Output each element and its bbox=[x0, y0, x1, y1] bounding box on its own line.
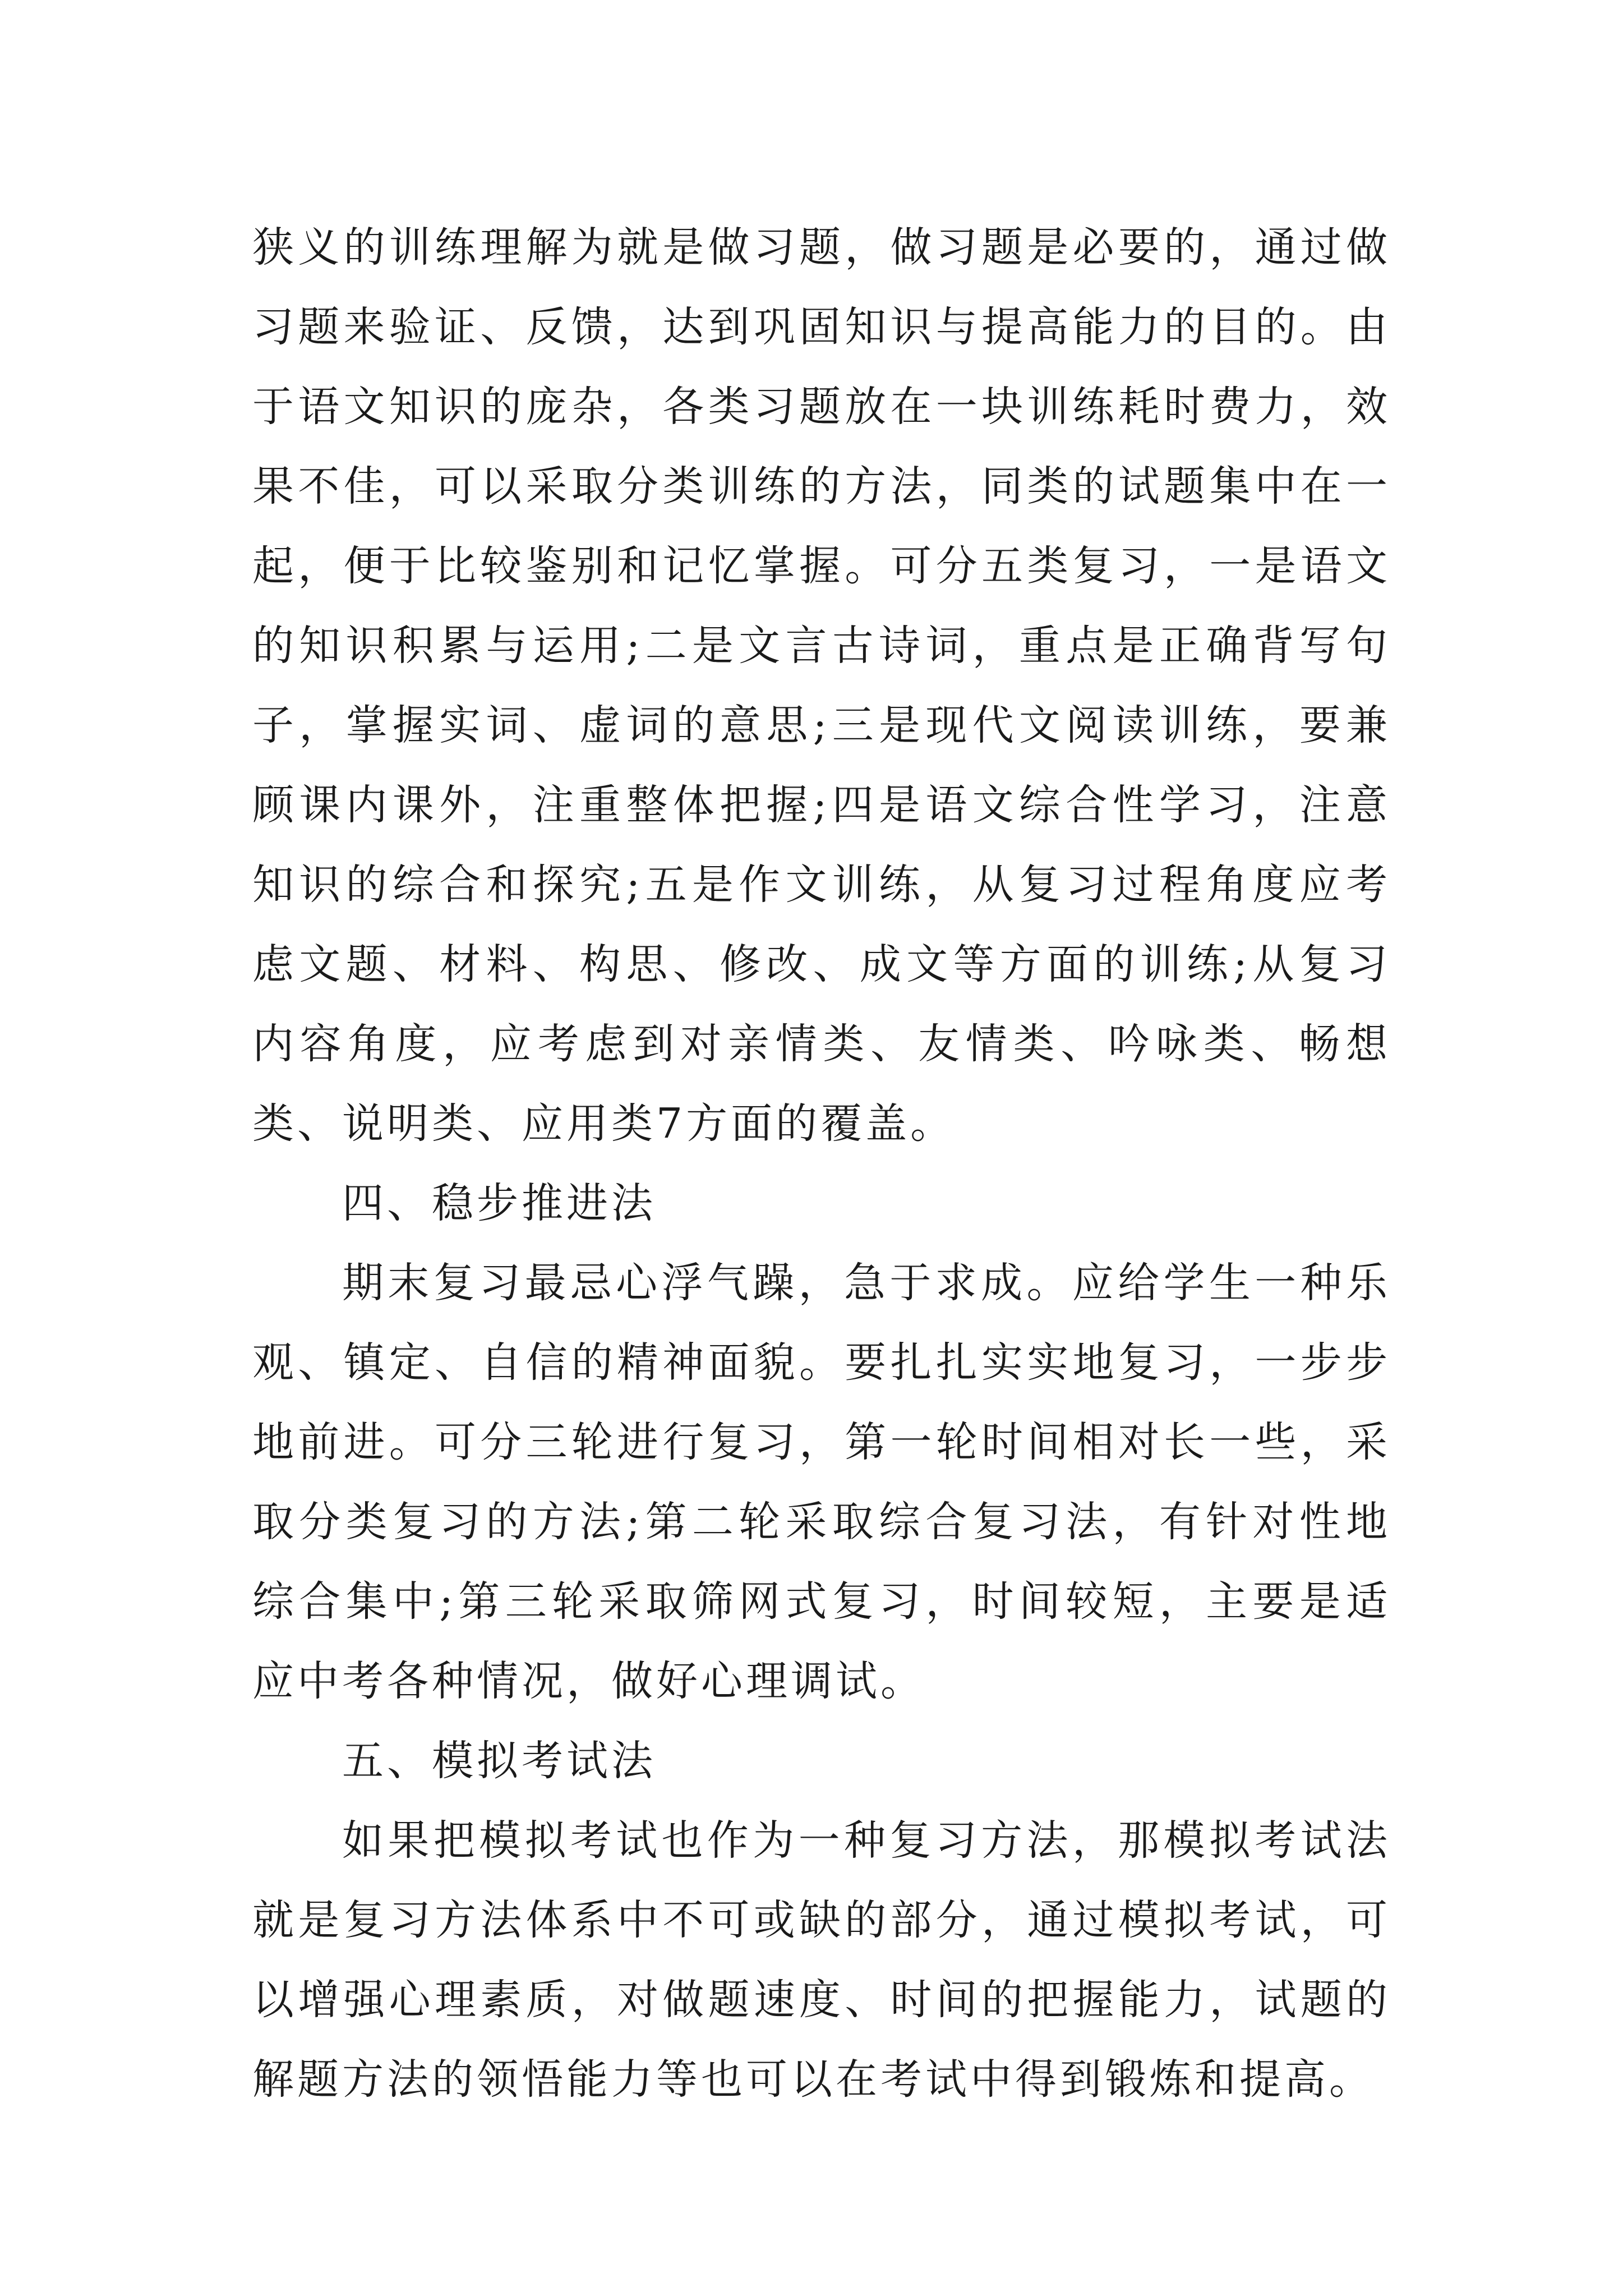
document-body bbox=[252, 208, 1391, 2119]
paragraph-mock-exam: 如果把模拟考试也作为一种复习方法，那模拟考试法就是复习方法体系中不可或缺的部分，通过模拟考试，可以增强心理素质，对做题速度、时间的把握能力，试题的解题方法的领悟能力等也可以在考试中得到锻炼和提高。 bbox=[252, 1816, 1391, 2104]
paragraph-steady-progress: 期末复习最忌心浮气躁，急于求成。应给学生一种乐观、镇定、自信的精神面貌。要扎扎实实地复习，一步步地前进。可分三轮进行复习，第一轮时间相对长一些，采取分类复习的方法;第二轮采取综合复习法，有针对性地综合集中;第三轮采取筛网式复习，时间较短，主要是适应中考各种情况，做好心理调试。 bbox=[252, 1259, 1391, 1705]
paragraph-classified-training: 狭义的训练理解为就是做习题，做习题是必要的，通过做习题来验证、反馈，达到巩固知识与提高能力的目的。由于语文知识的庞杂，各类习题放在一块训练耗时费力，效果不佳，可以采取分类训练的方法，同类的试题集中在一起，便于比较鉴别和记忆掌握。可分五类复习，一是语文的知识积累与运用;二是文言古诗词，重点是正确背写句子，掌握实词、虚词的意思;三是现代文阅读训练，要兼顾课内课外，注重整体把握;四是语文综合性学习，注意知识的综合和探究;五是作文训练，从复习过程角度应考虑文题、材料、构思、修改、成文等方面的训练;从复习内容角度，应考虑到对亲情类、友情类、吟咏类、畅想类、说明类、应用类7方面的覆盖。 bbox=[252, 223, 1391, 1148]
section-heading-mock-exam: 五、模拟考试法 bbox=[342, 1737, 656, 1785]
section-heading-steady-progress: 四、稳步推进法 bbox=[342, 1179, 656, 1227]
